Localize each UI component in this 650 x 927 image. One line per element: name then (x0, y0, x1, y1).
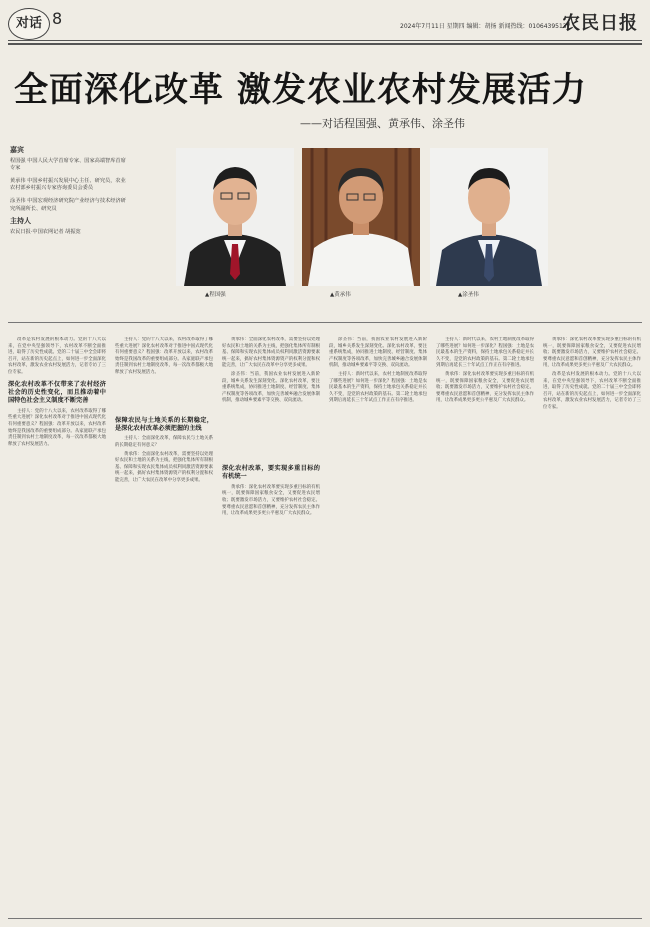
masthead-info: 2024年7月11日 星期四 编辑：胡扬 新闻热线：01064395137 (400, 23, 571, 30)
text-column-3 (222, 337, 320, 913)
text-column-2 (115, 337, 213, 913)
paragraph: 主持人：全面深化改革，保障农民与土地关系的长期稳定有何意义？ (115, 436, 213, 448)
paragraph: 改革是农村发展的根本动力。党的十八大以来，在党中央坚强领导下，农村改革不断全面推进，取得了历史性成就。党的二十届三中全会即将召开，站在新的历史起点上，如何进一步全面深化农村改革，激发农业农村发展活力，记者专访了三位专家。 (543, 371, 641, 410)
text-column-6 (543, 337, 641, 913)
portrait-photo-3 (430, 148, 548, 286)
guest-item: 涂圣伟 中国宏观经济研究院产业经济与技术经济研究所副所长、研究员 (10, 197, 126, 212)
paragraph: 主持人：党的十八大以来，农村改革取得了哪些重大进展？深化农村改革对于推进中国式现代化有何重要意义？程国强：改革开放以来，农村改革始终是我国改革的重要组成部分。从家庭联产承包责任制到农村土地制度改革，每一次改革都极大地释放了农村发展活力。 (8, 408, 106, 447)
photo-caption: ▲黄承伟 (330, 292, 351, 298)
guests-box (10, 145, 128, 241)
paragraph: 黄承伟：深化农村改革要实现多重目标的有机统一，既要保障国家粮食安全，又要促进农民增收；既要激发市场活力，又要维护农村社会稳定。要尊重农民意愿和首创精神，充分发挥农民主体作用，让改革成果更多更公平惠及广大农民群众。 (543, 337, 641, 369)
article-body (8, 337, 642, 913)
text-column-4 (329, 337, 427, 913)
paragraph: 黄承伟：全面深化农村改革，需要坚持以处理好农民和土地的关系为主线，把强化集体所有制根基、保障和实现农民集体成员权利同激活资源要素统一起来，搞好农村集体资源资产的权利分置和权能完善，让广大农民在改革中分享更多成果。 (222, 337, 320, 369)
paragraph: 改革是农村发展的根本动力。党的十八大以来，在党中央坚强领导下，农村改革不断全面推进，取得了历史性成就。党的二十届三中全会即将召开，站在新的历史起点上，如何进一步全面深化农村改革，激发农业农村发展活力，记者专访了三位专家。 (8, 337, 106, 375)
guest-item: 黄承伟 中国乡村振兴发展中心主任、研究员，农业农村部乡村振兴专家咨询委员会委员 (10, 177, 126, 192)
guests-heading: 嘉宾 (10, 146, 24, 154)
footer-rule (8, 918, 642, 919)
host-name: 农民日报·中国农网记者 胡振宽 (10, 228, 81, 235)
subheadline: ——对话程国强、黄承伟、涂圣伟 (300, 117, 465, 130)
section-subhead: 保障农民与土地关系的长期稳定，是深化农村改革必须把握的主线 (115, 416, 213, 432)
paragraph: 涂圣伟：当前，我国农业农村发展进入新阶段，城乡关系发生深刻变化。深化农村改革，要注重系统集成，协同推进土地制度、经营制度、集体产权制度等各项改革，加快完善城乡融合发展体制机制，推动城乡要素平等交换、双向流动。 (329, 337, 427, 369)
paragraph: 主持人：新时代以来，农村土地制度改革取得了哪些进展？如何进一步深化？程国强：土地是农民最基本的生产资料，保持土地承包关系稳定并长久不变，是党的农村政策的基石。第二轮土地承包到期后再延长三十年试点工作正在有序推进。 (329, 371, 427, 404)
masthead-rule-thick (8, 43, 642, 45)
paragraph: 黄承伟：全面深化农村改革，需要坚持以处理好农民和土地的关系为主线，把强化集体所有制根基、保障和实现农民集体成员权利同激活资源要素统一起来，搞好农村集体资源资产的权利分置和权能完善，让广大农民在改革中分享更多成果。 (115, 451, 213, 483)
section-subhead: 深化农村改革不仅带来了农村经济社会的历史性变化，而且推动着中国特色社会主义制度不断完善 (8, 380, 106, 405)
host-heading: 主持人 (10, 217, 31, 226)
text-column-1 (8, 337, 106, 913)
headline: 全面深化改革 激发农业农村发展活力 (14, 70, 587, 110)
masthead-rule (8, 40, 642, 41)
paragraph: 黄承伟：深化农村改革要实现多重目标的有机统一，既要保障国家粮食安全，又要促进农民增收；既要激发市场活力，又要维护农村社会稳定。要尊重农民意愿和首创精神，充分发挥农民主体作用，让改革成果更多更公平惠及广大农民群众。 (436, 371, 534, 404)
section-subhead: 深化农村改革，要实现多重目标的有机统一 (222, 464, 320, 481)
section-badge: 对话 (8, 8, 50, 40)
portrait-photo-1 (176, 148, 294, 286)
photo-caption: ▲程国强 (205, 292, 226, 298)
guest-item: 程国强 中国人民大学首席专家、国家高端智库首席专家 (10, 157, 126, 172)
photo-caption: ▲涂圣伟 (458, 292, 479, 298)
portrait-photo-2 (302, 148, 420, 286)
text-column-5 (436, 337, 534, 913)
masthead (8, 6, 642, 40)
paragraph: 主持人：新时代以来，农村土地制度改革取得了哪些进展？如何进一步深化？程国强：土地是农民最基本的生产资料，保持土地承包关系稳定并长久不变，是党的农村政策的基石。第二轮土地承包到期后再延长三十年试点工作正在有序推进。 (436, 337, 534, 369)
newspaper-logo: 农民日报 (562, 13, 638, 34)
page-number: 8 (52, 9, 63, 28)
paragraph: 黄承伟：深化农村改革要实现多重目标的有机统一，既要保障国家粮食安全，又要促进农民增收；既要激发市场活力，又要维护农村社会稳定。要尊重农民意愿和首创精神，充分发挥农民主体作用，让改革成果更多更公平惠及广大农民群众。 (222, 484, 320, 517)
section-divider (8, 322, 642, 323)
paragraph: 主持人：党的十八大以来，农村改革取得了哪些重大进展？深化农村改革对于推进中国式现代化有何重要意义？程国强：改革开放以来，农村改革始终是我国改革的重要组成部分。从家庭联产承包责任制到农村土地制度改革，每一次改革都极大地释放了农村发展活力。 (115, 337, 213, 375)
paragraph: 涂圣伟：当前，我国农业农村发展进入新阶段，城乡关系发生深刻变化。深化农村改革，要注重系统集成，协同推进土地制度、经营制度、集体产权制度等各项改革，加快完善城乡融合发展体制机制，推动城乡要素平等交换、双向流动。 (222, 371, 320, 404)
